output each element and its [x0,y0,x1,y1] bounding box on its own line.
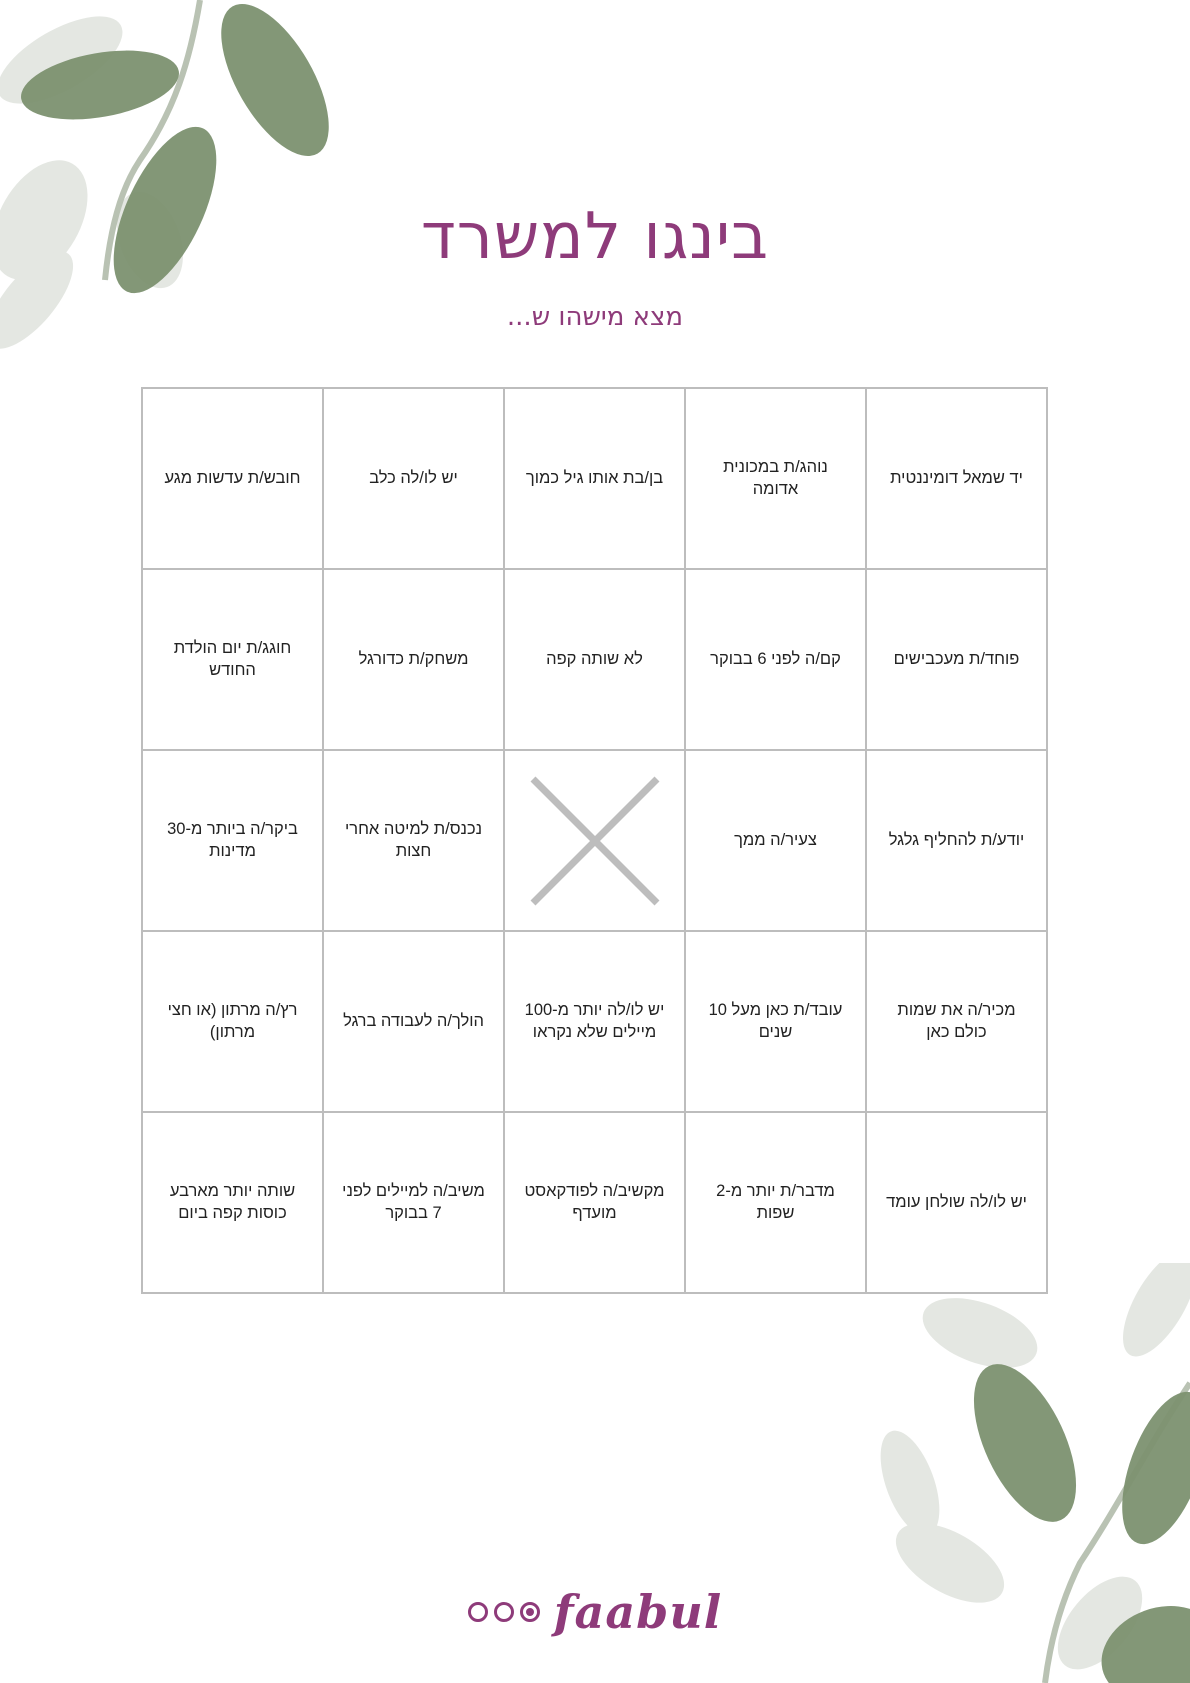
bingo-cell[interactable]: שותה יותר מארבע כוסות קפה ביום [142,1112,323,1293]
bingo-cell[interactable]: משיב/ה למיילים לפני 7 בבוקר [323,1112,504,1293]
bingo-cell[interactable]: יש לו/לה כלב [323,388,504,569]
bingo-cell[interactable]: מקשיב/ה לפודקאסט מועדף [504,1112,685,1293]
bingo-cell[interactable]: הולך/ה לעבודה ברגל [323,931,504,1112]
logo-dot [468,1602,488,1622]
bingo-cell[interactable]: מכיר/ה את שמות כולם כאן [866,931,1047,1112]
bingo-cell[interactable]: קם/ה לפני 6 בבוקר [685,569,866,750]
bingo-cell[interactable]: צעיר/ה ממך [685,750,866,931]
bingo-cell[interactable]: בן/בת אותו גיל כמוך [504,388,685,569]
bingo-cell[interactable]: לא שותה קפה [504,569,685,750]
bingo-cell[interactable]: חובש/ת עדשות מגע [142,388,323,569]
bingo-cell[interactable]: נוהג/ת במכונית אדומה [685,388,866,569]
logo-dot-filled [520,1602,540,1622]
faabul-logo [0,1585,1190,1639]
x-mark-icon [525,771,665,911]
bingo-cell[interactable]: ביקר/ה ביותר מ-30 מדינות [142,750,323,931]
bingo-cell[interactable]: יש לו/לה יותר מ-100 מיילים שלא נקראו [504,931,685,1112]
bingo-cell[interactable]: יד שמאל דומיננטית [866,388,1047,569]
page-subtitle: ...מצא מישהו ש [506,302,684,332]
bingo-grid [141,387,1048,1294]
free-cell[interactable] [504,750,685,931]
bingo-cell[interactable]: עובד/ת כאן מעל 10 שנים [685,931,866,1112]
bingo-cell[interactable]: משחק/ת כדורגל [323,569,504,750]
bingo-cell[interactable]: מדבר/ת יותר מ-2 שפות [685,1112,866,1293]
bingo-cell[interactable]: יודע/ת להחליף גלגל [866,750,1047,931]
bingo-cell[interactable]: פוחד/ת מעכבישים [866,569,1047,750]
bingo-cell[interactable]: חוגג/ת יום הולדת החודש [142,569,323,750]
logo-dots-icon [468,1602,540,1622]
logo-dot [494,1602,514,1622]
logo-wordmark: faabul [553,1585,723,1639]
page-title: בינגו למשרד [420,200,770,274]
bingo-cell[interactable]: נכנס/ת למיטה אחרי חצות [323,750,504,931]
bingo-cell[interactable]: רץ/ה מרתון (או חצי מרתון) [142,931,323,1112]
bingo-cell[interactable]: יש לו/לה שולחן עומד [866,1112,1047,1293]
